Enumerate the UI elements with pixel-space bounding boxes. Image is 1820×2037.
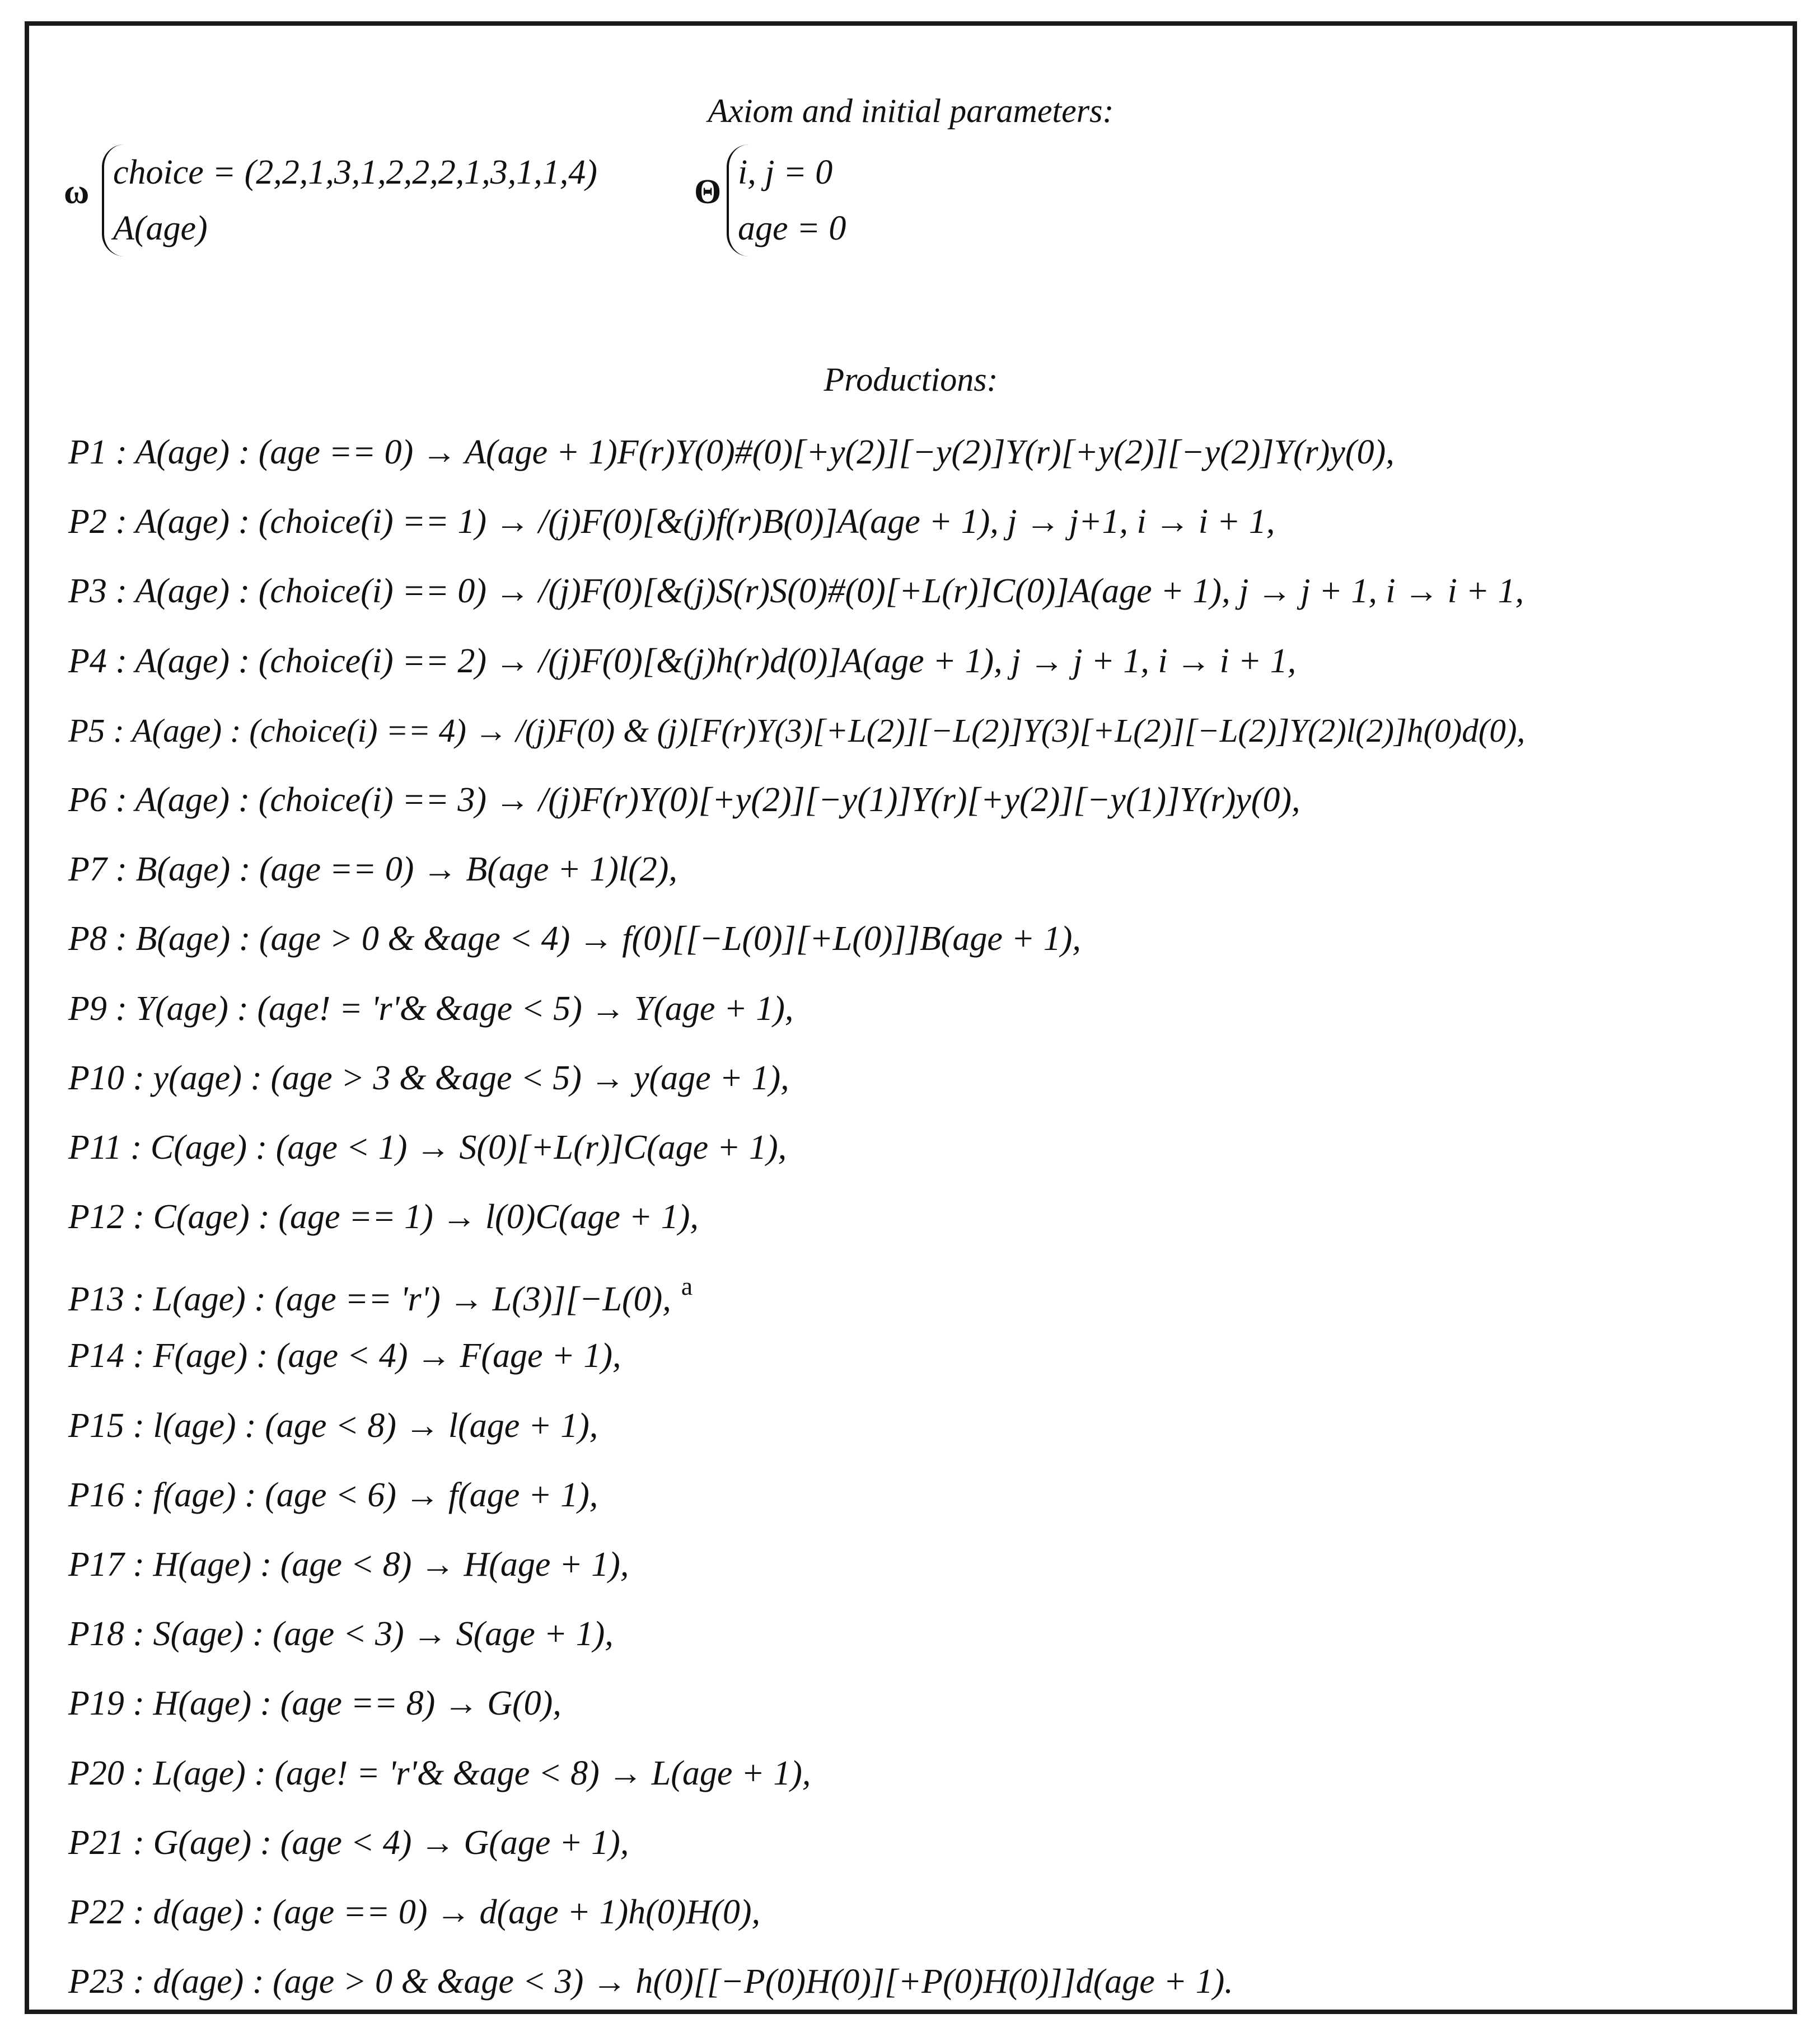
- rule-p18: [68, 1599, 1793, 1669]
- rule-p2: [68, 487, 1793, 556]
- axiom-heading: Axiom and initial parameters:: [708, 92, 1114, 129]
- rule-text: P17 : H(age) : (age < 8) → H(age + 1),: [68, 1546, 629, 1584]
- rule-p19: [68, 1669, 1793, 1738]
- rule-p9: [68, 974, 1793, 1043]
- rule-text: P3 : A(age) : (choice(i) == 0) → /(j)F(0)[&(j)S(r)S(0)#(0)[+L(r)]C(0)]A(age + 1), j → j + 1, i → i + 1,: [68, 572, 1524, 611]
- theta-age-line: age = 0: [738, 209, 846, 247]
- rule-text: P22 : d(age) : (age == 0) → d(age + 1)h(0)H(0),: [68, 1893, 760, 1931]
- rule-p12: [68, 1182, 1793, 1252]
- rule-text: P11 : C(age) : (age < 1) → S(0)[+L(r)]C(age + 1),: [68, 1128, 787, 1167]
- footnote-marker: a: [681, 1272, 693, 1301]
- rule-text: P19 : H(age) : (age == 8) → G(0),: [68, 1684, 562, 1723]
- rule-p7: [68, 835, 1793, 904]
- theta-symbol: Θ: [694, 173, 722, 211]
- rule-p14: [68, 1321, 1793, 1390]
- omega-axiom-line: A(age): [113, 209, 208, 247]
- omega-symbol: ω: [64, 173, 90, 211]
- rule-text: P18 : S(age) : (age < 3) → S(age + 1),: [68, 1615, 614, 1654]
- rule-text: P15 : l(age) : (age < 8) → l(age + 1),: [68, 1406, 598, 1445]
- figure-frame: [25, 21, 1797, 2014]
- rule-p6: [68, 765, 1793, 835]
- rule-p21: [68, 1808, 1793, 1877]
- rule-p20: [68, 1739, 1793, 1808]
- production-rules-list: [68, 418, 1793, 2016]
- rule-p8: [68, 904, 1793, 973]
- rule-p3: [68, 556, 1793, 626]
- rule-p4: [68, 626, 1793, 696]
- rule-text: P6 : A(age) : (choice(i) == 3) → /(j)F(r)Y(0)[+y(2)][−y(1)]Y(r)[+y(2)][−y(1)]Y(r)y(0),: [68, 780, 1300, 819]
- rule-text: P10 : y(age) : (age > 3 & &age < 5) → y(age + 1),: [68, 1059, 789, 1097]
- omega-choice-line: choice = (2,2,1,3,1,2,2,2,1,3,1,1,4): [113, 153, 597, 191]
- rule-text: P13 : L(age) : (age == 'r') → L(3)][−L(0),: [68, 1280, 671, 1319]
- rule-text: P1 : A(age) : (age == 0) → A(age + 1)F(r)Y(0)#(0)[+y(2)][−y(2)]Y(r)[+y(2)][−y(2)]Y(r)y(0),: [68, 433, 1395, 471]
- rule-p13: [68, 1252, 1793, 1321]
- rule-p15: [68, 1391, 1793, 1460]
- rule-p23: [68, 1947, 1793, 2016]
- rule-text: P20 : L(age) : (age! = 'r'& &age < 8) → L(age + 1),: [68, 1754, 811, 1792]
- rule-p1: [68, 418, 1793, 487]
- rule-text: P4 : A(age) : (choice(i) == 2) → /(j)F(0)[&(j)h(r)d(0)]A(age + 1), j → j + 1, i → i + 1,: [68, 641, 1297, 680]
- rule-text: P21 : G(age) : (age < 4) → G(age + 1),: [68, 1823, 629, 1862]
- rule-text: P2 : A(age) : (choice(i) == 1) → /(j)F(0)[&(j)f(r)B(0)]A(age + 1), j → j+1, i → i + 1,: [68, 503, 1275, 541]
- rule-text: P7 : B(age) : (age == 0) → B(age + 1)l(2),: [68, 850, 677, 889]
- rule-text: P23 : d(age) : (age > 0 & &age < 3) → h(0)[[−P(0)H(0)][+P(0)H(0)]]d(age + 1).: [68, 1963, 1233, 2001]
- theta-ij-line: i, j = 0: [738, 153, 833, 191]
- rule-text: P16 : f(age) : (age < 6) → f(age + 1),: [68, 1476, 598, 1514]
- omega-definition: [102, 144, 597, 256]
- rule-text: P8 : B(age) : (age > 0 & &age < 4) → f(0)[[−L(0)][+L(0)]]B(age + 1),: [68, 920, 1081, 958]
- rule-p17: [68, 1530, 1793, 1599]
- rule-text: P14 : F(age) : (age < 4) → F(age + 1),: [68, 1337, 621, 1375]
- rule-p11: [68, 1113, 1793, 1182]
- rule-text: P5 : A(age) : (choice(i) == 4) → /(j)F(0) & (j)[F(r)Y(3)[+L(2)][−L(2)]Y(3)[+L(2)][−L(2)]Y(2)l(2)]h(0)d(0),: [68, 711, 1526, 749]
- rule-p16: [68, 1460, 1793, 1530]
- rule-p5: [68, 696, 1793, 765]
- rule-p22: [68, 1877, 1793, 1947]
- rule-p10: [68, 1043, 1793, 1113]
- rule-text: P9 : Y(age) : (age! = 'r'& &age < 5) → Y(age + 1),: [68, 989, 794, 1028]
- rule-text: P12 : C(age) : (age == 1) → l(0)C(age + 1),: [68, 1198, 699, 1237]
- theta-definition: [727, 144, 846, 256]
- productions-heading: Productions:: [824, 361, 998, 398]
